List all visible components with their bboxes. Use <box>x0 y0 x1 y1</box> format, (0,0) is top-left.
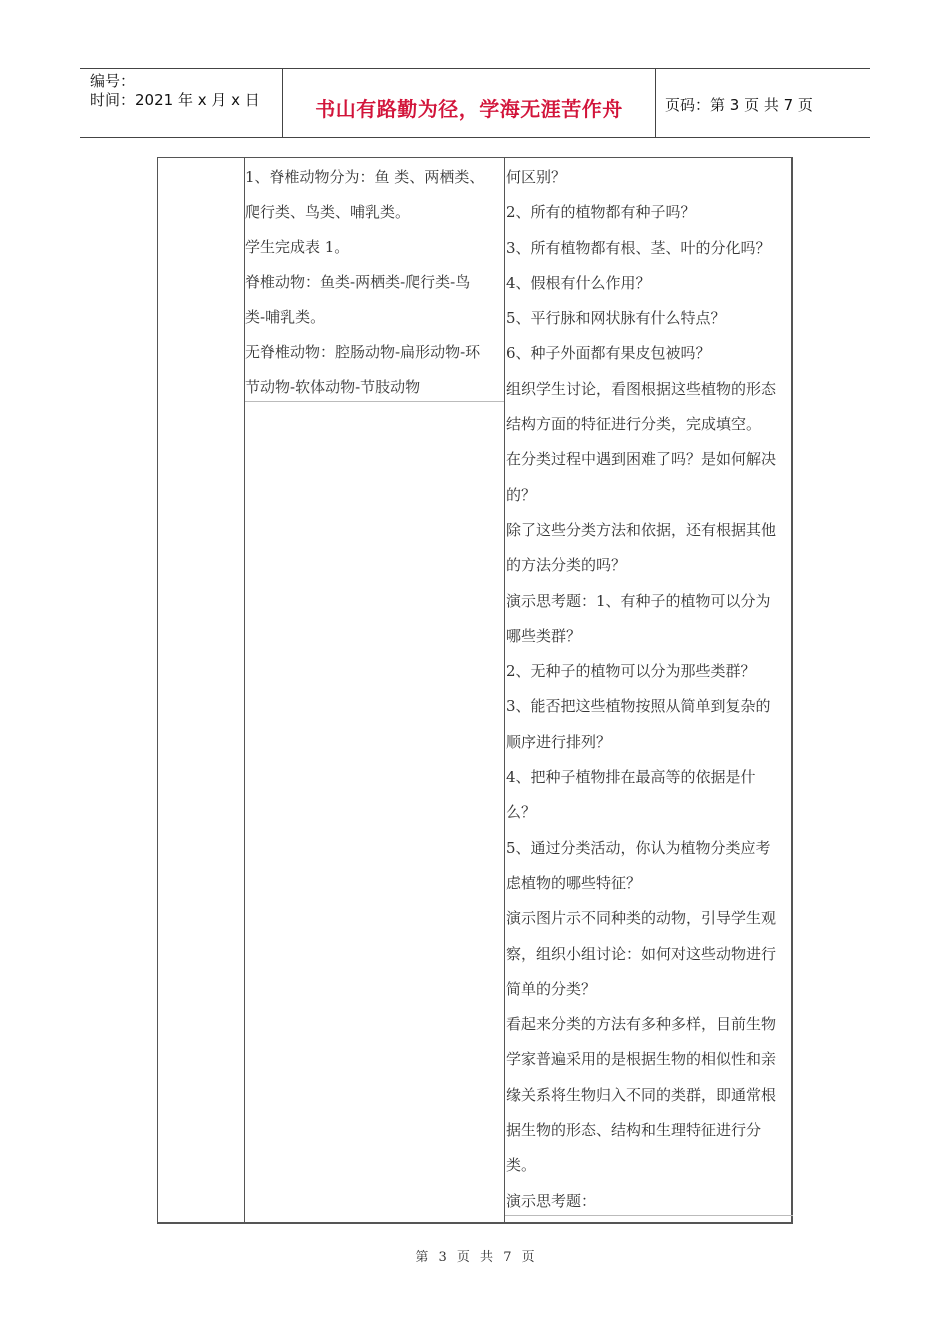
student-activity-line: 学生完成表 1。 <box>245 238 350 256</box>
student-activity-line: 无脊椎动物：腔肠动物-扁形动物-环 <box>245 343 481 361</box>
table-column-divider-2 <box>504 158 505 1222</box>
teacher-activity-line: 4、假根有什么作用？ <box>506 273 651 292</box>
teacher-activity-line: 2、所有的植物都有种子吗？ <box>506 203 696 222</box>
student-activity-line: 类-哺乳类。 <box>245 308 326 326</box>
teacher-activity-line: 顺序进行排列？ <box>506 732 612 751</box>
teacher-activity-line: 演示思考题：1、有种子的植物可以分为 <box>506 591 771 610</box>
student-activity-line: 1、脊椎动物分为：鱼 类、两栖类、 <box>245 168 485 186</box>
header-motto: 书山有路勤为径，学海无涯苦作舟 <box>315 97 623 121</box>
teacher-activity-line: 4、把种子植物排在最高等的依据是什 <box>506 768 756 787</box>
teacher-activity-line: 3、所有植物都有根、茎、叶的分化吗？ <box>506 238 771 257</box>
page-header <box>80 68 870 138</box>
teacher-activity-line: 据生物的形态、结构和生理特征进行分 <box>506 1121 762 1140</box>
teacher-activity-line: 虑植物的哪些特征？ <box>506 873 642 892</box>
teacher-activity-line: 在分类过程中遇到困难了吗？是如何解决 <box>506 450 777 469</box>
teacher-activity-column <box>506 160 794 1219</box>
teacher-activity-line: 学家普遍采用的是根据生物的相似性和亲 <box>506 1050 777 1069</box>
teacher-activity-line: 除了这些分类方法和依据，还有根据其他 <box>506 520 777 539</box>
teacher-activity-line: 2、无种子的植物可以分为那些类群？ <box>506 662 756 681</box>
teacher-activity-line: 的？ <box>506 485 537 504</box>
teacher-activity-line: 察，组织小组讨论：如何对这些动物进行 <box>506 944 777 963</box>
teacher-activity-line: 何区别？ <box>506 168 567 186</box>
student-activity-line: 节动物-软体动物-节肢动物 <box>245 378 421 396</box>
teacher-activity-line: 演示图片示不同种类的动物，引导学生观 <box>506 909 777 928</box>
header-meta <box>90 72 260 110</box>
teacher-activity-line: 么？ <box>506 803 537 822</box>
teacher-activity-line: 哪些类群？ <box>506 626 582 645</box>
student-activity-line: 脊椎动物：鱼类-两栖类-爬行类-鸟 <box>245 273 471 291</box>
header-page-number: 页码：第 3 页 共 7 页 <box>665 96 813 114</box>
teacher-activity-line: 演示思考题： <box>506 1191 597 1210</box>
teacher-activity-line: 的方法分类的吗？ <box>506 556 627 575</box>
teacher-activity-line: 缘关系将生物归入不同的类群，即通常根 <box>506 1085 777 1104</box>
teacher-activity-line: 6、种子外面都有果皮包被吗？ <box>506 344 711 363</box>
teacher-activity-line: 组织学生讨论，看图根据这些植物的形态 <box>506 379 777 398</box>
teacher-activity-line: 5、平行脉和网状脉有什么特点？ <box>506 309 726 328</box>
student-activity-column <box>245 160 502 405</box>
document-date-label: 时间：2021 年 x 月 x 日 <box>90 91 260 109</box>
teacher-activity-line: 简单的分类？ <box>506 979 597 998</box>
header-divider-right <box>655 69 656 137</box>
student-activity-line: 爬行类、鸟类、哺乳类。 <box>245 203 411 221</box>
teacher-activity-line: 看起来分类的方法有多种多样，目前生物 <box>506 1015 777 1034</box>
teacher-activity-line: 3、能否把这些植物按照从简单到复杂的 <box>506 697 771 716</box>
teacher-activity-line: 类。 <box>506 1156 537 1175</box>
page-footer: 第 3 页 共 7 页 <box>415 1250 535 1265</box>
teacher-activity-line: 5、通过分类活动，你认为植物分类应考 <box>506 838 771 857</box>
teacher-activity-line: 结构方面的特征进行分类，完成填空。 <box>506 415 762 434</box>
document-number-label: 编号： <box>90 72 136 90</box>
